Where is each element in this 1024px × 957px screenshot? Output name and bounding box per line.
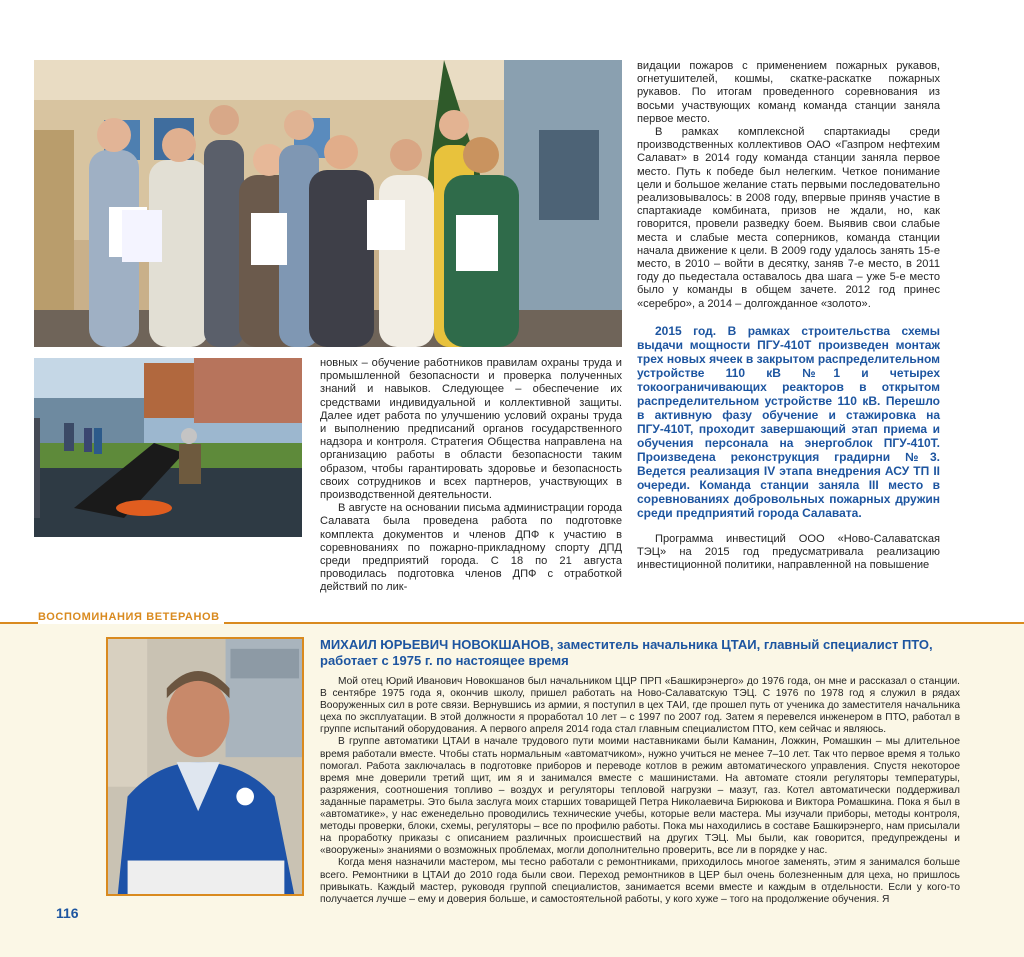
right-paragraph-3: Программа инвестиций ООО «Ново-Салаватская ТЭЦ» на 2015 год предусматривала реализацию инвестиционной политики, направленной на повышение xyxy=(637,532,940,572)
page-number: 116 xyxy=(56,905,79,921)
group-photo xyxy=(34,60,622,347)
right-text-column xyxy=(637,60,940,572)
left-paragraph-1: новных – обучение работников правилам охраны труда и промышленной безопасности и проверка полученных знаний и навыков. Следующее – обеспечение их средствами индивидуальной и коллективной защиты. Далее идет работа по улучшению условий охраны труда и выполнению предписаний органов государственного надзора и контроля. Стратегия Общества направлена на организацию работы в области безопасности таким образом, чтобы гарантировать здоровье и безопасность своих сотрудников и всех партнеров, участвующих в производственной деятельности. xyxy=(320,357,622,502)
section-label: ВОСПОМИНАНИЯ ВЕТЕРАНОВ xyxy=(38,610,224,624)
fire-training-photo xyxy=(34,358,302,537)
veteran-title: МИХАИЛ ЮРЬЕВИЧ НОВОКШАНОВ, заместитель начальника ЦТАИ, главный специалист ПТО, работает с 1975 г. по настоящее время xyxy=(320,637,933,668)
story-paragraph-1: Мой отец Юрий Иванович Новокшанов был начальником ЦЦР ПРП «Башкирэнерго» до 1976 года, он мне и рассказал о станции. В сентябре 1975 года я, окончив школу, пришел работать на Ново-Салаватскую ТЭЦ. С 1976 по 1978 год я служил в рядах Вооруженных сил в роте связи. Вернувшись из армии, я поступил в цех ТАИ, где прошел путь от ученика до заместителя начальника цеха по эксплуатации. В этой должности я проработал 10 лет – с 1997 по 2007 год. Затем я перевелся инженером в ПТО, работал в группе испытаний оборудования. А первого апреля 2014 года стал главным специалистом ПТО, кем сейчас и являюсь. xyxy=(320,676,960,736)
veteran-portrait xyxy=(106,637,304,896)
right-paragraph-1: видации пожаров с применением пожарных рукавов, огнетушителей, кошмы, скатке-раскатке пожарных рукавов. По итогам проведенного соревнования из восьми участвующих команд команда станции заняла первое место. xyxy=(637,60,940,125)
story-paragraph-3: Когда меня назначили мастером, мы тесно работали с ремонтниками, приходилось многое заменять, этим я занимался больше всего. Ремонтники в ЦТАИ до 2010 года были свои. Переход ремонтников в ЦЕР был очень болезненным для цеха, но пришлось привыкать. Каждый мастер, руководя группой специалистов, занимается всеми вместе и каждым в отдельности. Если у кого-то получается лучше – ему и доверия больше, и самостоятельной работы, у кого хуже – того на продолжение обучения. Я xyxy=(320,857,960,905)
veteran-story xyxy=(320,676,960,906)
right-paragraph-2: В рамках комплексной спартакиады среди производственных коллективов ОАО «Газпром нефтехим Салават» в 2014 году команда станции заняла первое место. Путь к победе был нелегким. Четкое понимание цели и большое желание стать первыми последовательно реализовывалось: в 2008 году, впервые приняв участие в спартакиаде комбината, призов не ждали, но, как говорится, провели разведку боем. Выявив свои слабые места и слабые места соперников, команда станции начала движение к цели. В 2009 году удалось занять 15-е место, в 2010 – войти в десятку, заняв 7-е место, в 2011 году до пьедестала оставалось два шага – уже 5-е место было у команды в общем зачете. 2012 год принес «серебро», а 2014 – долгожданное «золото». xyxy=(637,126,940,310)
left-text-column xyxy=(320,357,622,595)
highlight-2015: 2015 год. В рамках строительства схемы выдачи мощности ПГУ-410Т произведен монтаж трех новых ячеек в закрытом распределительном устройстве 110 кВ №1 и четырех токоограничивающих реакторов в открытом распределительном устройстве 110 кВ. Перешло в активную фазу обучение и стажировка на ПГУ-410Т, проходит завершающий этап приема и обучения персонала на энергоблок ПГУ-410Т. Произведена реконструкция градирни №3. Ведется реализация IV этапа внедрения АСУ ТП II очереди. Команда станции заняла III место в соревнованиях добровольных пожарных дружин среди предприятий города Салавата. xyxy=(637,323,940,520)
story-paragraph-2: В группе автоматики ЦТАИ в начале трудового пути моими наставниками были Каманин, Ложкин, Ромашкин – мы длительное время работали вместе. Чтобы стать нормальным «автоматчиком», нужно учиться не менее 7–10 лет. Так что первое время я только помогал. Работа заключалась в подготовке приборов и переводе котлов в режим автоматического управления. Спустя некоторое время мне доверили третий щит, им я и занимался вместе с машинистами. На автомате стояли регуляторы температуры, разряжения, соотношения топливо – воздух и регуляторы тепловой нагрузки – мазут, газ. Котел автоматически поддерживал заданные параметры. Это была заслуга моих старших товарищей Петра Николаевича Бирюкова и Виктора Ромашкина. Пока я был в «автоматике», у нас еженедельно проводились технические учебы, которые вели мастера. Мы изучали приборы, методы контроля, методы проверки, блоки, схемы, регуляторы – все по профилю работы. Пока мы находились в составе Башкирэнерго, нам присылали на проработку приказы с описанием различных происшествий на других ТЭЦ. Мы были, как говорится, предупреждены и «вооружены» знаниями о возможных проблемах, могли дополнительно проверить, все ли в порядке у нас. xyxy=(320,736,960,857)
left-paragraph-2: В августе на основании письма администрации города Салавата была проведена работа по подготовке комплекта документов и членов ДПФ к участию в соревнованиях по пожарно-прикладному спорту ДПД среди предприятий города. С 18 по 21 августа проводилась подготовка членов ДПФ с отработкой действий по лик- xyxy=(320,502,622,594)
